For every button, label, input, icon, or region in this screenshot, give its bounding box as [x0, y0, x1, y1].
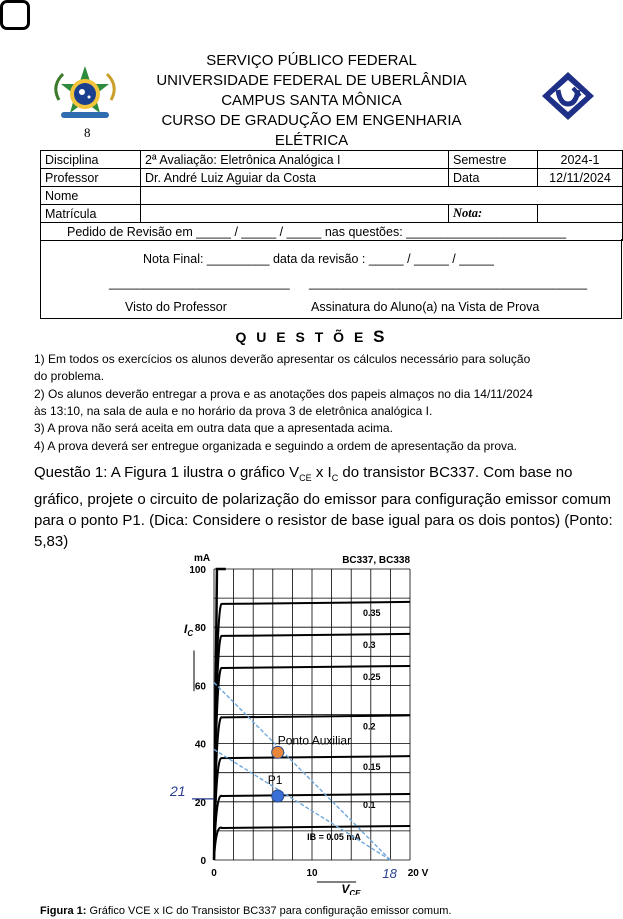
signature-line-student: ________________________________________	[309, 276, 588, 290]
nota-final-line: Nota Final: _________ data da revisão : _____ / _____ / _____	[143, 252, 494, 266]
header-line-5: ELÉTRICA	[274, 132, 349, 149]
semestre-value: 2024-1	[538, 151, 623, 169]
data-label: Data	[449, 169, 538, 187]
y-axis-label: $I_C$	[184, 622, 194, 639]
semestre-label: Semestre	[449, 151, 538, 169]
header-line-4: CURSO DE GRADUÇÃO EM ENGENHARIA	[161, 112, 462, 129]
x-tick-label: 10	[306, 868, 318, 879]
y-tick-label: 100	[189, 565, 206, 576]
chart-title: BC337, BC338	[342, 555, 410, 566]
nota-field[interactable]	[538, 205, 623, 223]
y-axis-unit: mA	[194, 553, 211, 564]
question-1: Questão 1: A Figura 1 ilustra o gráfico $V_{CE}$ x $I_C$ do transistor BC337. Com base no gráfico, projete o circuito de polarização do emissor para configuração emissor comum para o ponto P1. (Dica: Considere o resistor de base igual para os dois pontos) (Ponto: 5,83)	[34, 464, 613, 550]
handwritten-y-mark: 21	[170, 782, 186, 799]
ponto-auxiliar-marker	[272, 746, 284, 758]
figure-caption: Figura 1: Gráfico VCE x IC do Transistor BC337 para configuração emissor comum.	[40, 905, 452, 917]
nota-label: Nota:	[449, 205, 538, 223]
nome-label: Nome	[41, 187, 141, 205]
p1-label: P1	[267, 772, 283, 787]
y-tick-label: 40	[194, 739, 206, 751]
matricula-field[interactable]	[141, 205, 449, 223]
curve-label: 0.15	[362, 762, 381, 773]
x-tick-label: 0	[211, 868, 217, 879]
matricula-label: Matrícula	[41, 205, 141, 223]
curve-label: 0.2	[362, 721, 376, 732]
review-box	[40, 239, 622, 319]
x-tick-label: 20 V	[407, 868, 429, 879]
curve-label: 0.3	[362, 639, 376, 650]
curve-label: 0.35	[362, 607, 381, 618]
assinatura-aluno-label: Assinatura do Aluno(a) na Vista de Prova	[311, 300, 540, 314]
section-title: Q U E S T Õ E S	[235, 327, 388, 346]
header-line-3: CAMPUS SANTA MÔNICA	[221, 92, 402, 109]
y-tick-label: 20	[194, 797, 206, 809]
y-tick-label: 80	[194, 623, 206, 635]
rule-2a: 2) Os alunos deverão entregar a prova e as anotações dos papeis almaços no dia 14/11/2024	[34, 387, 533, 401]
revisao-request: Pedido de Revisão em _____ / _____ / _____ nas questões: _______________________	[41, 223, 623, 241]
data-value: 12/11/2024	[538, 169, 623, 187]
header-line-1: SERVIÇO PÚBLICO FEDERAL	[206, 52, 417, 69]
curve-label: IB = 0.05 mA	[307, 831, 361, 842]
curve-label: 0.1	[362, 799, 376, 810]
signature-line-professor: __________________________	[109, 276, 290, 290]
visto-professor-label: Visto do Professor	[125, 300, 227, 314]
x-axis-label: $V_{CE}$	[341, 882, 361, 895]
rule-1b: do problema.	[34, 369, 105, 383]
rule-2b: às 13:10, na sala de aula e no horário da prova 3 de eletrônica analógica I.	[34, 404, 433, 418]
disciplina-label: Disciplina	[41, 151, 141, 169]
rule-3: 3) A prova não será aceita em outra data que a apresentada acima.	[34, 421, 393, 435]
y-tick-label: 60	[194, 681, 206, 693]
p1-marker	[272, 790, 284, 802]
corner-checkbox	[0, 0, 30, 30]
rule-4: 4) A prova deverá ser entregue organizada e seguindo a ordem de apresentação da prova.	[34, 439, 517, 453]
nome-field[interactable]	[141, 187, 623, 205]
disciplina-value: 2ª Avaliação: Eletrônica Analógica I	[141, 151, 449, 169]
ponto-auxiliar-label: Ponto Auxiliar	[277, 733, 352, 748]
rule-1a: 1) Em todos os exercícios os alunos deverão apresentar os cálculos necessário para solução	[34, 352, 531, 366]
y-tick-label: 0	[200, 856, 206, 867]
vce-ic-chart	[170, 545, 460, 895]
exam-info-table	[40, 150, 623, 241]
curve-label: 0.25	[362, 671, 381, 682]
handwritten-x-mark: 18	[382, 866, 397, 881]
header-line-2: UNIVERSIDADE FEDERAL DE UBERLÂNDIA	[156, 72, 467, 89]
professor-label: Professor	[41, 169, 141, 187]
page-number: 8	[84, 125, 91, 140]
professor-value: Dr. André Luiz Aguiar da Costa	[141, 169, 449, 187]
